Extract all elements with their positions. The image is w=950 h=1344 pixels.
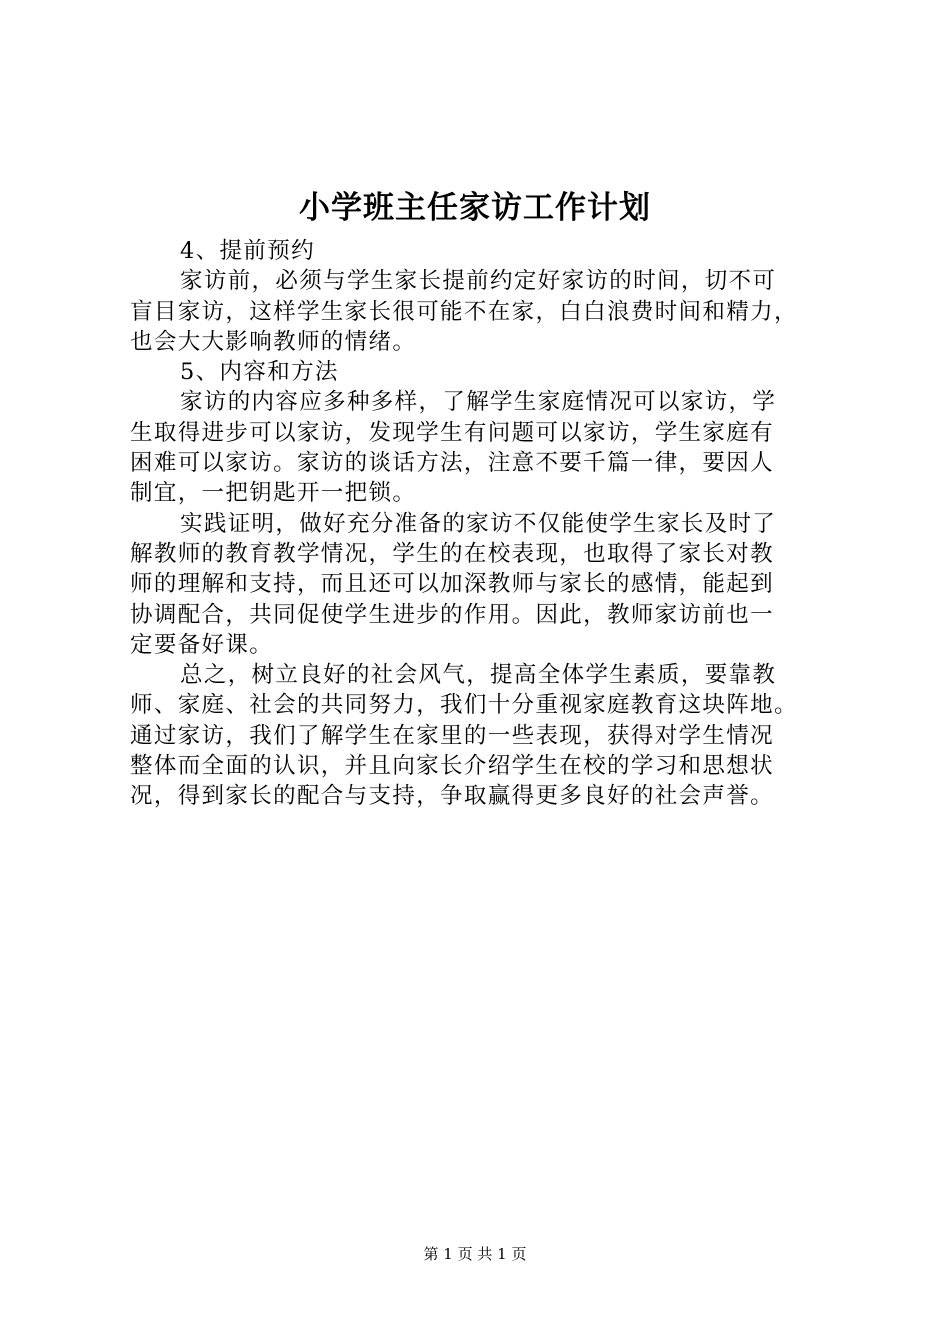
paragraph-line: 也会大大影响教师的情绪。	[130, 328, 417, 355]
paragraph-line: 解教师的教育教学情况，学生的在校表现，也取得了家长对教	[130, 540, 774, 567]
paragraph-line: 盲目家访，这样学生家长很可能不在家，白白浪费时间和精力，	[130, 298, 798, 325]
paragraph-line: 况，得到家长的配合与支持，争取赢得更多良好的社会声誉。	[130, 783, 774, 810]
paragraph-line: 通过家访，我们了解学生在家里的一些表现，获得对学生情况	[130, 722, 774, 749]
paragraph-line: 实践证明，做好充分准备的家访不仅能使学生家长及时了	[180, 510, 777, 537]
paragraph-line: 协调配合，共同促使学生进步的作用。因此，教师家访前也一	[130, 601, 774, 628]
document-body	[130, 236, 830, 812]
paragraph-line: 总之，树立良好的社会风气，提高全体学生素质，要靠教	[180, 662, 777, 689]
section-heading-5: 5、内容和方法	[180, 359, 339, 386]
paragraph-line: 制宜，一把钥匙开一把锁。	[130, 480, 417, 507]
paragraph-line: 师的理解和支持，而且还可以加深教师与家长的感情，能起到	[130, 571, 774, 598]
paragraph-line: 家访前，必须与学生家长提前约定好家访的时间，切不可	[180, 268, 777, 295]
paragraph-line: 生取得进步可以家访，发现学生有问题可以家访，学生家庭有	[130, 419, 774, 446]
paragraph-line: 定要备好课。	[130, 631, 274, 658]
paragraph-line: 家访的内容应多种多样，了解学生家庭情况可以家访，学	[180, 389, 777, 416]
page-footer: 第 1 页 共 1 页	[423, 1245, 527, 1263]
section-heading-4: 4、提前预约	[180, 238, 315, 264]
paragraph-line: 整体而全面的认识，并且向家长介绍学生在校的学习和思想状	[130, 753, 774, 780]
paragraph-line: 师、家庭、社会的共同努力，我们十分重视家庭教育这块阵地。	[130, 692, 798, 719]
document-title: 小学班主任家访工作计划	[299, 190, 651, 226]
paragraph-line: 困难可以家访。家访的谈话方法，注意不要千篇一律，要因人	[130, 450, 774, 477]
